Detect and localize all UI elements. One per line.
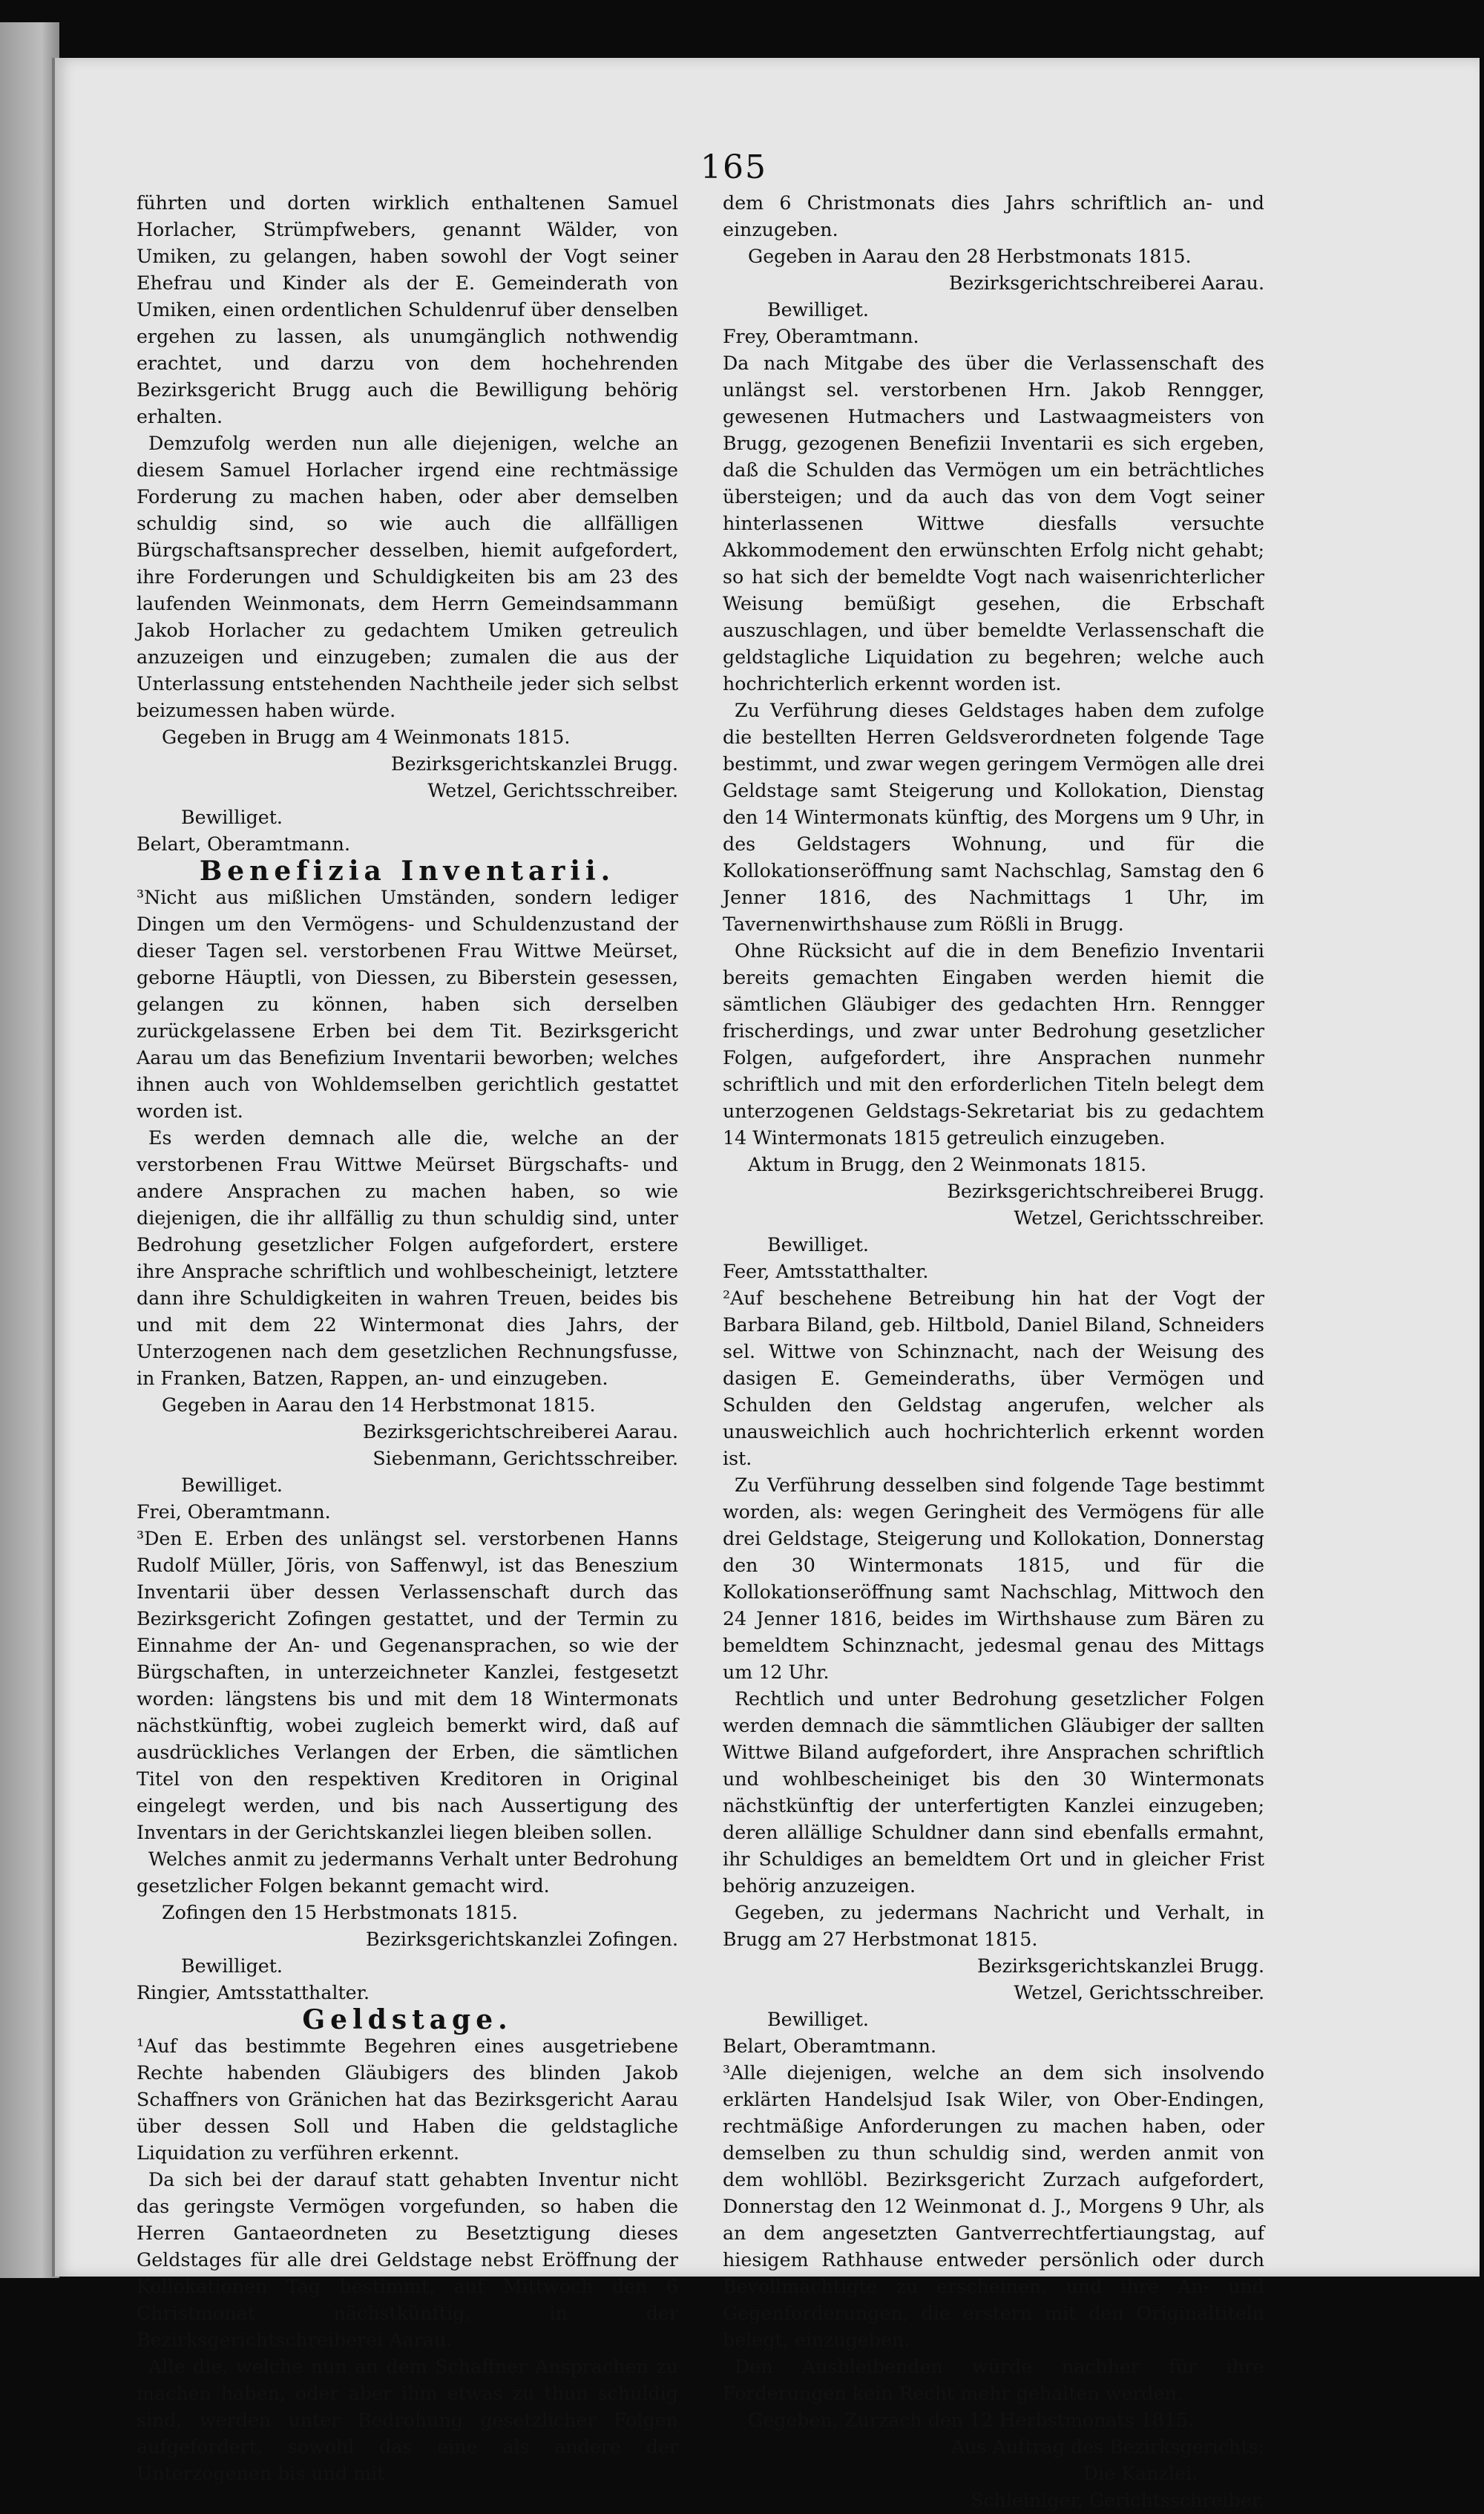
notice-office: Bezirksgerichtskanzlei Brugg. <box>977 1955 1264 1977</box>
notice-date: Gegeben in Aarau den 28 Herbstmonats 1815. <box>748 246 1192 267</box>
notice-signature: Wetzel, Gerichtsschreiber. <box>1014 1207 1264 1229</box>
notice-office-sub: Die Kanzlei. <box>1083 2463 1198 2484</box>
approval-label: Bewilliget. <box>767 2009 869 2030</box>
notice-date: Gegeben in Brugg am 4 Weinmonats 1815. <box>162 726 571 748</box>
approval-official: Ringier, Amtsstatthalter. <box>137 1982 370 2003</box>
approval-official: Belart, Oberamtmann. <box>137 833 350 855</box>
notice-biland-given: Gegeben, zu jedermans Nachricht und Verhalt, in Brugg am 27 Herbstmonat 1815. <box>723 1902 1264 1950</box>
section-heading-geldstage: Geldstage. <box>302 2004 513 2035</box>
notice-office: Bezirksgerichtskanzlei Zofingen. <box>365 1929 678 1950</box>
notice-signature: Siebenmann, Gerichtsschreiber. <box>372 1448 678 1469</box>
notice-signature: Wetzel, Gerichtsschreiber. <box>1014 1982 1264 2003</box>
approval-label: Bewilliget. <box>181 1474 283 1496</box>
notice-biland-call: Rechtlich und unter Bedrohung gesetzlicher Folgen werden demnach die sämmtlichen Gläubiger der sallten Wittwe Biland aufgefordert, ihre Ansprachen schriftlich und wohlbescheiniget bis den 30 Wintermonats nächstkünftig der unterfertigten Kanzlei einzugeben; deren allällige Schuldner dann sind ebenfalls ermahnt, ihr Schuldiges an bemeldtem Ort und in gleicher Frist behörig anzuzeigen. <box>723 1688 1264 1897</box>
notice-date: Gegeben in Aarau den 14 Herbstmonat 1815. <box>162 1394 596 1416</box>
notice-renngger-dates: Zu Verführung dieses Geldstages haben dem zufolge die bestellten Herren Geldsverordneten folgende Tage bestimmt, und zwar wegen geringem Vermögen alle drei Geldstage samt Steigerung und Kollokation, Dienstag den 14 Wintermonats künftig, des Morgens um 9 Uhr, in des Geldstagers Wohnung, und für die Kollokationseröffnung samt Nachschlag, Samstag den 6 Jenner 1816, des Nachmittags 1 Uhr, im Tavernenwirthshause zum Rößli in Brugg. <box>723 700 1264 935</box>
page-number: 165 <box>700 148 767 186</box>
approval-official: Feer, Amtsstatthalter. <box>723 1261 929 1282</box>
notice-office: Bezirksgerichtschreiberei Brugg. <box>947 1181 1264 1202</box>
notice-renngger-call: Ohne Rücksicht auf die in dem Benefizio Inventarii bereits gemachten Eingaben werden hiemit die sämtlichen Gläubiger des gedachten Hrn. Renngger frischerdings, und zwar unter Bedrohung gesetzlicher Folgen, aufgefordert, ihre Ansprachen nunmehr schriftlich und mit den erforderlichen Titeln belegt dem unterzogenen Geldstags-Sekretariat bis zu gedachtem 14 Wintermonats 1815 getreulich einzugeben. <box>723 940 1264 1149</box>
right-column <box>723 190 1264 2514</box>
notice-office: Bezirksgerichtschreiberei Aarau. <box>948 272 1264 294</box>
notice-biland-dates: Zu Verführung desselben sind folgende Tage bestimmt worden, als: wegen Geringheit des Vermögens für alle drei Geldstage, Steigerung und Kollokation, Donnerstag den 30 Wintermonats 1815, und für die Kollokationseröffnung samt Nachschlag, Mittwoch den 24 Jenner 1816, beides im Wirthshause zum Bären zu bemeldtem Schinznacht, jedesmal genau des Mittags um 12 Uhr. <box>723 1474 1264 1683</box>
notice-mueller-body: Welches anmit zu jedermanns Verhalt unter Bedrohung gesetzlicher Folgen bekannt gemacht wird. <box>137 1848 678 1897</box>
left-column <box>137 190 678 2487</box>
approval-official: Belart, Oberamtmann. <box>723 2035 936 2057</box>
notice-meurset-intro: ³Nicht aus mißlichen Umständen, sondern lediger Dingen um den Vermögens- und Schuldenzustand der dieser Tagen sel. verstorbenen Frau Wittwe Meürset, geborne Häuptli, von Diessen, zu Biberstein gesessen, gelangen zu können, haben sich derselben zurückgelassene Erben bei dem Tit. Bezirksgericht Aarau um das Benefizium Inventarii beworben; welches ihnen auch von Wohldemselben gerichtlich gestattet worden ist. <box>137 887 678 1122</box>
approval-label: Bewilliget. <box>181 1955 283 1977</box>
notice-date: Zofingen den 15 Herbstmonats 1815. <box>162 1902 518 1923</box>
document-page <box>52 58 1480 2511</box>
notice-horlacher-intro: führten und dorten wirklich enthaltenen Samuel Horlacher, Strümpfwebers, genannt Wälder, von Umiken, zu gelangen, haben sowohl der Vogt seiner Ehefrau und Kinder als der E. Gemeinderath von Umiken, einen ordentlichen Schuldenruf über denselben ergehen zu lassen, als unumgänglich nothwendig erachtet, und darzu von dem hochehrenden Bezirksgericht Brugg auch die Bewilligung behörig erhalten. <box>137 192 678 427</box>
approval-label: Bewilliget. <box>181 807 283 828</box>
notice-mueller-intro: ³Den E. Erben des unlängst sel. verstorbenen Hanns Rudolf Müller, Jöris, von Saffenwyl, ist das Beneszium Inventarii über dessen Verlassenschaft durch das Bezirksgericht Zofingen gestattet, und der Termin zu Einnahme der An- und Gegenansprachen, so wie der Bürgschaften, in unterzeichneter Kanzlei, festgesetzt worden: längstens bis und mit dem 18 Wintermonats nächstkünftig, wobei zugleich bemerkt wird, daß auf ausdrückliches Verlangen der Erben, die sämtlichen Titel von den respektiven Kreditoren in Original eingelegt werden, und bis nach Aussertigung des Inventars in der Gerichtskanzlei liegen bleiben sollen. <box>137 1528 678 1843</box>
notice-office: Aus Auftrag des Bezirksgerichts: <box>951 2436 1264 2458</box>
notice-signature: Schleiniger, Gerichtsschreiber. <box>971 2490 1264 2511</box>
previous-page-edge <box>0 22 59 2278</box>
section-heading-benefizia: Benefizia Inventarii. <box>199 856 616 887</box>
approval-label: Bewilliget. <box>767 299 869 321</box>
notice-biland-intro: ²Auf beschehene Betreibung hin hat der Vogt der Barbara Biland, geb. Hiltbold, Daniel Biland, Schneiders sel. Wittwe von Schinznacht, nach der Weisung des dasigen E. Gemeinderaths, über Vermögen und Schulden den Geldstag angerufen, welcher als unausweichlich auch hochrichterlich erkennt worden ist. <box>723 1287 1264 1469</box>
notice-office: Bezirksgerichtschreiberei Aarau. <box>362 1421 678 1443</box>
notice-meurset-body: Es werden demnach alle die, welche an der verstorbenen Frau Wittwe Meürset Bürgschafts- und andere Ansprachen zu machen haben, so wie diejenigen, die ihr allfällig zu thun schuldig sind, unter Bedrohung gesetzlicher Folgen aufgefordert, erstere ihre Ansprache schriftlich und wohlbescheinigt, letztere dann ihre Schuldigkeiten in wahren Treuen, beides bis und mit dem 22 Wintermonat dies Jahrs, der Unterzogenen nach dem gesetzlichen Rechnungsfusse, in Franken, Batzen, Rappen, an- und einzugeben. <box>137 1127 678 1389</box>
notice-schaffner-intro: ¹Auf das bestimmte Begehren eines ausgetriebene Rechte habenden Gläubigers des blinden Jakob Schaffners von Gränichen hat das Bezirksgericht Aarau über dessen Soll und Haben die geldstagliche Liquidation zu verführen erkennt. <box>137 2035 678 2164</box>
notice-wiler-intro: ³Alle diejenigen, welche an dem sich insolvendo erklärten Handelsjud Isak Wiler, von Ober-Endingen, rechtmäßige Anforderungen zu machen haben, oder demselben zu thun schuldig sind, werden anmit von dem wohllöbl. Bezirksgericht Zurzach aufgefordert, Donnerstag den 12 Weinmonat d. J., Morgens 9 Uhr, als an dem angesetzten Gantverrechtfertiaungstag, auf hiesigem Rathhause entweder persönlich oder durch Bevollmächtigte zu erscheinen, und ihre An- und Gegenforderungen, die erstern mit den Originaltiteln belegt, einzugeben. <box>723 2062 1264 2351</box>
notice-date: Gegeben, Zurzach den 12 Herbstmonats 1815. <box>748 2409 1195 2431</box>
notice-signature: Wetzel, Gerichtsschreiber. <box>427 780 678 801</box>
approval-official: Frey, Oberamtmann. <box>723 326 919 347</box>
notice-schaffner-call: Alle die, welche nun an dem Schaffner Ansprachen zu machen haben, oder aber ihm etwas zu thun schuldig sind, werden unter Bedrohung gesetzlicher Folgen aufgefordert, sowohl das eine als andere der Unterzogenen bis und mit <box>137 2356 678 2484</box>
notice-schaffner-body: Da sich bei der darauf statt gehabten Inventur nicht das geringste Vermögen vorgefunden, so haben die Herren Gantaeordneten zu Besetztigung dieses Geldstages für alle drei Geldstage nebst Eröffnung der Kollokationen Tag bestimmt, auf Mittwoch den 6 Christmonat nächstkünftig, in der Bezirksgerichtschreiberei Aarau. <box>137 2169 678 2351</box>
notice-schaffner-continued: dem 6 Christmonats dies Jahrs schriftlich an- und einzugeben. <box>723 192 1264 240</box>
approval-label: Bewilliget. <box>767 1234 869 1256</box>
notice-horlacher-body: Demzufolg werden nun alle diejenigen, welche an diesem Samuel Horlacher irgend eine rechtmässige Forderung zu machen haben, oder aber demselben schuldig sind, so wie auch die allfälligen Bürgschaftsansprecher desselben, hiemit aufgefordert, ihre Forderungen und Schuldigkeiten bis am 23 des laufenden Weinmonats, dem Herrn Gemeindsammann Jakob Horlacher zu gedachtem Umiken getreulich anzuzeigen und einzugeben; zumalen die aus der Unterlassung entstehenden Nachtheile jeder sich selbst beizumessen haben würde. <box>137 433 678 721</box>
notice-wiler-warning: Den Ausbleibenden würde nachher für ihre Forderungen kein Recht mehr gehalten werden. <box>723 2356 1264 2404</box>
notice-renngger-intro: Da nach Mitgabe des über die Verlassenschaft des unlängst sel. verstorbenen Hrn. Jakob Renngger, gewesenen Hutmachers und Lastwaagmeisters von Brugg, gezogenen Benefizii Inventarii es sich ergeben, daß die Schulden das Vermögen um ein beträchtliches übersteigen; und da auch das von dem Vogt seiner hinterlassenen Wittwe diesfalls versuchte Akkommodement den erwünschten Erfolg nicht gehabt; so hat sich der bemeldte Vogt nach waisenrichterlicher Weisung bemüßigt gesehen, die Erbschaft auszuschlagen, und über bemeldte Verlassenschaft die geldstagliche Liquidation zu begehren; welche auch hochrichterlich erkennt worden ist. <box>723 352 1264 695</box>
notice-office: Bezirksgerichtskanzlei Brugg. <box>391 753 678 775</box>
approval-official: Frei, Oberamtmann. <box>137 1501 331 1523</box>
notice-date: Aktum in Brugg, den 2 Weinmonats 1815. <box>748 1154 1147 1175</box>
